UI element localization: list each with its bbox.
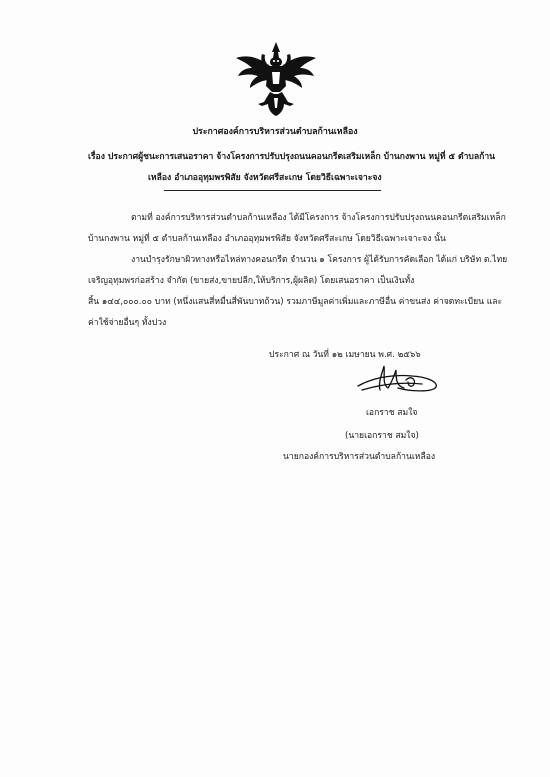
signer-full-name: (นายเอกราช สมใจ) (345, 431, 419, 441)
body-line-3: งานบำรุงรักษาผิวทางหรือไหล่ทางคอนกรีต จำนวน ๑ โครงการ ผู้ได้รับการคัดเลือก ได้แก่ บริษัท ต.ไทย (131, 255, 508, 265)
page-title: ประกาศองค์การบริหารส่วนตำบลก้านเหลือง (192, 127, 358, 137)
announcement-date: ประกาศ ณ วันที่ ๑๒ เมษายน พ.ศ. ๒๕๖๖ (269, 350, 421, 360)
handwritten-signature-icon (352, 358, 444, 398)
body-line-1: ตามที่ องค์การบริหารส่วนตำบลก้านเหลือง ได้มีโครงการ จ้างโครงการปรับปรุงถนนคอนกรีตเสริมเหล็ก (131, 213, 506, 223)
signer-position: นายกองค์การบริหารส่วนตำบลก้านเหลือง (283, 452, 436, 462)
subject-line-1: เรื่อง ประกาศผู้ชนะการเสนอราคา จ้างโครงการปรับปรุงถนนคอนกรีตเสริมเหล็ก บ้านกงพาน หมู่ที่ ๕ ตำบลก้าน (88, 152, 496, 162)
body-line-2: บ้านกงพาน หมู่ที่ ๕ ตำบลก้านเหลือง อำเภออุทุมพรพิสัย จังหวัดศรีสะเกษ โดยวิธีเฉพาะเจาะจง นั้น (88, 234, 446, 244)
garuda-emblem-icon (234, 40, 318, 118)
divider-line (164, 190, 381, 191)
body-line-4: เจริญอุทุมพรก่อสร้าง จำกัด (ขายส่ง,ขายปลีก,ให้บริการ,ผู้ผลิต) โดยเสนอราคา เป็นเงินทั้ง (88, 276, 415, 286)
subject-line-2: เหลือง อำเภออุทุมพรพิสัย จังหวัดศรีสะเกษ โดยวิธีเฉพาะเจาะจง (148, 173, 382, 183)
signer-name: เอกราช สมใจ (366, 408, 418, 418)
body-line-6: ค่าใช้จ่ายอื่นๆ ทั้งปวง (88, 318, 167, 328)
body-line-5: สิ้น ๑๔๔,๐๐๐.๐๐ บาท (หนึ่งแสนสี่หมื่นสี่พันบาทถ้วน) รวมภาษีมูลค่าเพิ่มและภาษีอื่น ค่าขนส่ง ค่าจดทะเบียน และ (88, 297, 503, 307)
